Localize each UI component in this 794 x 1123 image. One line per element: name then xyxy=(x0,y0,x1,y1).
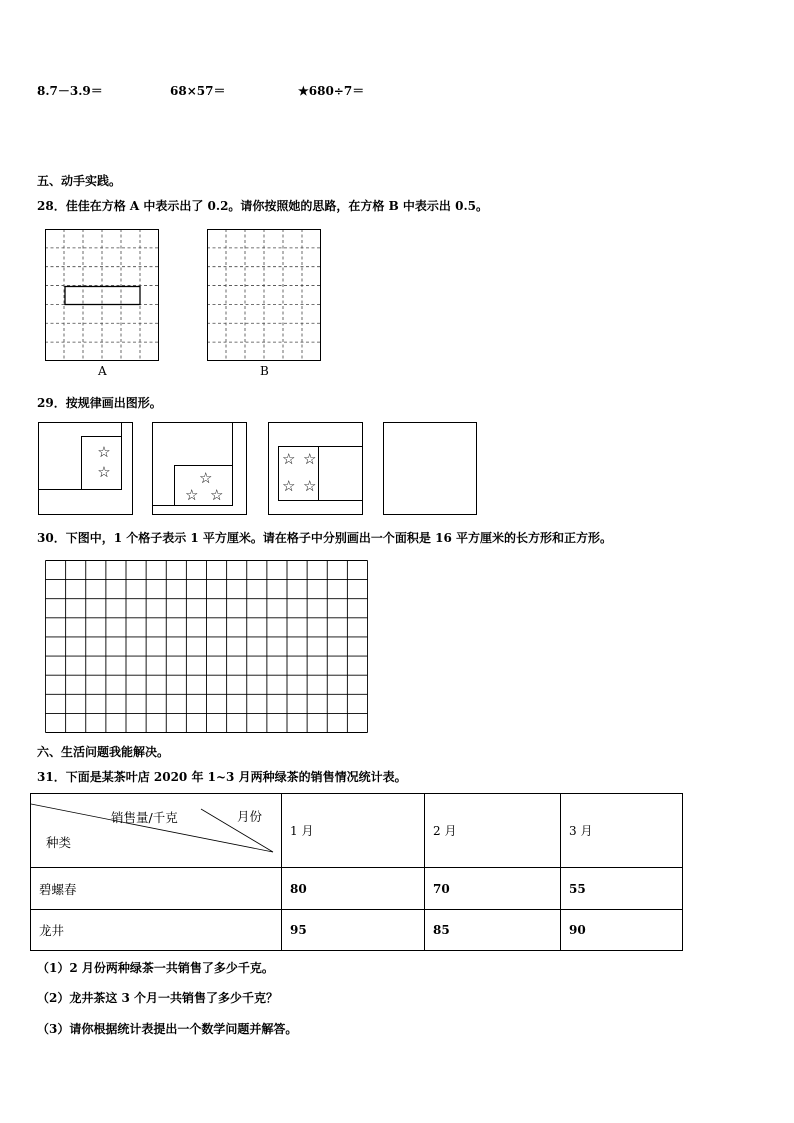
section-6-title: 六、生活问题我能解决。 xyxy=(37,745,170,759)
pattern-2-star-left: ☆ xyxy=(185,486,199,504)
sub-question-2: （2）龙井茶这 3 个月一共销售了多少千克？ xyxy=(37,991,279,1005)
pattern-2-star-top: ☆ xyxy=(199,469,213,487)
sub-question-3: （3）请你根据统计表提出一个数学问题并解答。 xyxy=(37,1022,298,1036)
row-value: 55 xyxy=(561,868,683,910)
section-5-title: 五、动手实践。 xyxy=(37,174,122,188)
pattern-3-star-3: ☆ xyxy=(282,477,296,495)
header-month-1: 1 月 xyxy=(282,794,425,868)
pattern-2-star-right: ☆ xyxy=(210,486,224,504)
square-grid[interactable] xyxy=(45,560,371,736)
row-name: 龙井 xyxy=(31,910,282,951)
pattern-1-star-bottom: ☆ xyxy=(97,463,111,481)
pattern-figure-3 xyxy=(268,422,364,516)
pattern-3-star-2: ☆ xyxy=(303,450,317,468)
sales-table xyxy=(30,793,683,951)
row-value: 95 xyxy=(282,910,425,951)
grid-b[interactable] xyxy=(207,229,323,365)
header-kind-label: 种类 xyxy=(46,835,72,850)
question-30-text: 30．下图中，1 个格子表示 1 平方厘米。请在格子中分别画出一个面积是 16 平方厘米的长方形和正方形。 xyxy=(37,531,612,545)
header-sales-label: 销售量/千克 xyxy=(111,810,178,825)
pattern-1-star-top: ☆ xyxy=(97,443,111,461)
table-header-diagonal-cell xyxy=(31,794,282,868)
calc-expression-2: 68×57＝ xyxy=(170,84,226,98)
row-value: 85 xyxy=(425,910,561,951)
sub-question-1: （1）2 月份两种绿茶一共销售了多少千克。 xyxy=(37,961,274,975)
row-value: 70 xyxy=(425,868,561,910)
row-value: 80 xyxy=(282,868,425,910)
header-month-2: 2 月 xyxy=(425,794,561,868)
pattern-figure-4-blank[interactable] xyxy=(383,422,479,516)
pattern-figure-1 xyxy=(38,422,134,516)
calc-expression-1: 8.7－3.9＝ xyxy=(37,84,103,98)
grid-b-label: B xyxy=(260,364,269,378)
calc-expression-3: ★680÷7＝ xyxy=(298,84,365,98)
table-row xyxy=(31,868,683,910)
pattern-3-star-4: ☆ xyxy=(303,477,317,495)
row-value: 90 xyxy=(561,910,683,951)
row-name: 碧螺春 xyxy=(31,868,282,910)
grid-a-label: A xyxy=(98,364,107,378)
header-month-label: 月份 xyxy=(237,809,263,824)
question-28-text: 28．佳佳在方格 A 中表示出了 0.2。请你按照她的思路，在方格 B 中表示出 0.5。 xyxy=(37,199,488,213)
pattern-3-star-1: ☆ xyxy=(282,450,296,468)
question-31-text: 31．下面是某茶叶店 2020 年 1~3 月两种绿茶的销售情况统计表。 xyxy=(37,770,407,784)
grid-a xyxy=(45,229,161,365)
question-29-text: 29．按规律画出图形。 xyxy=(37,396,162,410)
header-month-3: 3 月 xyxy=(561,794,683,868)
table-row xyxy=(31,910,683,951)
